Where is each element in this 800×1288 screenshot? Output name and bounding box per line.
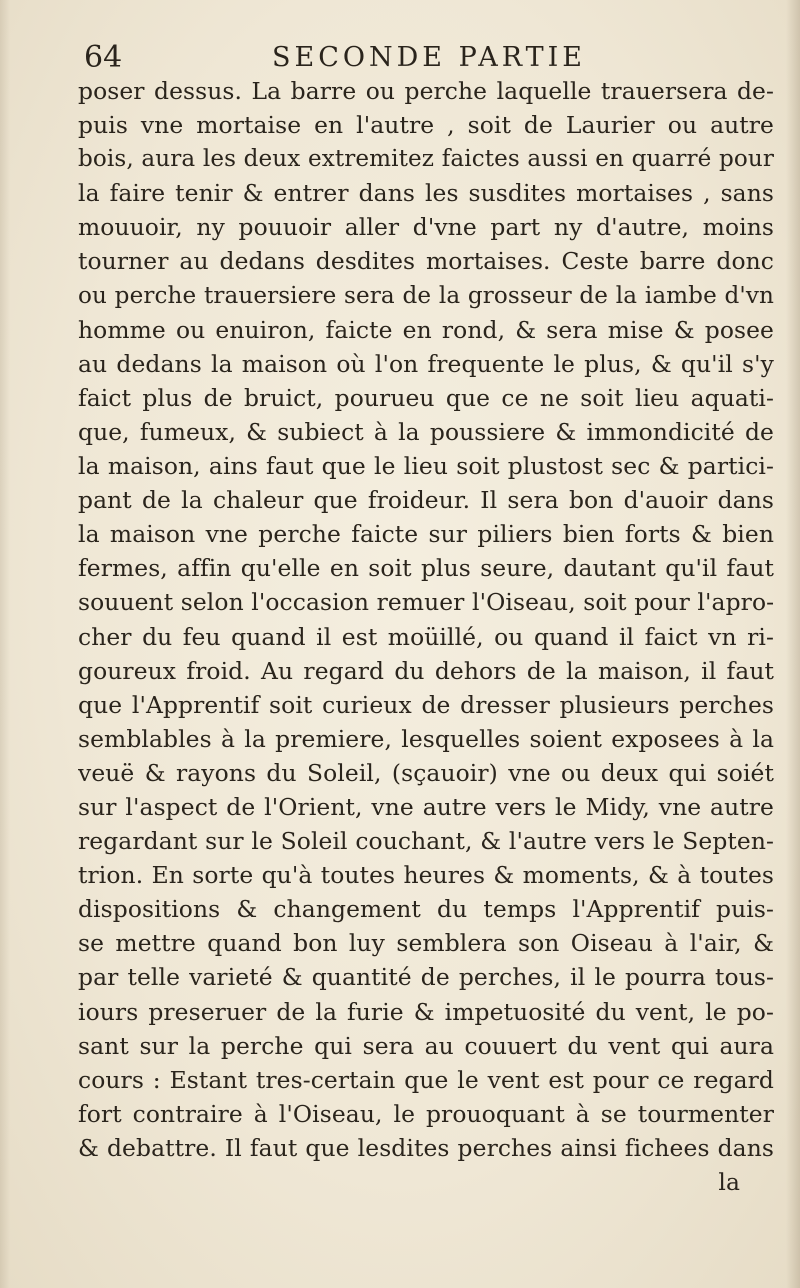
text-line: au dedans la maison où l'on frequente le plus, & qu'il s'y: [78, 349, 774, 378]
text-line: sur l'aspect de l'Orient, vne autre vers le Midy, vne autre: [78, 792, 774, 821]
text-line: fort contraire à l'Oiseau, le prouoquant à se tourmenter: [78, 1099, 774, 1128]
text-line: goureux froid. Au regard du dehors de la maison, il faut: [78, 656, 774, 685]
text-line: que, fumeux, & subiect à la poussiere & immondicité de: [78, 417, 774, 446]
text-line: poser dessus. La barre ou perche laquelle trauersera de-: [78, 77, 774, 105]
text-line: semblables à la premiere, lesquelles soient exposees à la: [78, 724, 774, 753]
text-line: sant sur la perche qui sera au couuert du vent qui aura: [78, 1031, 774, 1060]
text-line: trion. En sorte qu'à toutes heures & moments, & à toutes: [78, 861, 774, 890]
text-line: mouuoir, ny pouuoir aller d'vne part ny d'autre, moins: [78, 213, 774, 242]
text-line: puis vne mortaise en l'autre , soit de Laurier ou autre: [78, 111, 774, 140]
text-line: la maison vne perche faicte sur piliers bien forts & bien: [78, 520, 774, 549]
text-line: fermes, affin qu'elle en soit plus seure, dautant qu'il faut: [78, 554, 774, 583]
text-line: dispositions & changement du temps l'Apprentif puis-: [78, 895, 774, 924]
page-number: 64: [84, 40, 123, 75]
text-line: ou perche trauersiere sera de la grosseur de la iambe d'vn: [78, 282, 774, 309]
running-head: SECONDE PARTIE: [272, 42, 586, 73]
text-line: pant de la chaleur que froideur. Il sera bon d'auoir dans: [78, 486, 774, 515]
text-line: par telle varieté & quantité de perches, il le pourra tous-: [78, 963, 774, 992]
text-line: bois, aura les deux extremitez faictes aussi en quarré pour: [78, 146, 774, 173]
text-line: homme ou enuiron, faicte en rond, & sera mise & posee: [78, 315, 774, 344]
body-text: [78, 74, 774, 1199]
text-line: que l'Apprentif soit curieux de dresser plusieurs perches: [78, 690, 774, 719]
text-line: & debattre. Il faut que lesdites perches ainsi fichees dans: [78, 1133, 774, 1162]
text-line: regardant sur le Soleil couchant, & l'autre vers le Septen-: [78, 827, 774, 856]
text-line: faict plus de bruict, pourueu que ce ne soit lieu aquati-: [78, 383, 774, 412]
text-line: cher du feu quand il est moüillé, ou quand il faict vn ri-: [78, 622, 774, 651]
text-line: la maison, ains faut que le lieu soit plustost sec & partici-: [78, 452, 774, 481]
catchword: la: [718, 1168, 740, 1196]
text-line: se mettre quand bon luy semblera son Oiseau à l'air, &: [78, 929, 774, 958]
text-line: souuent selon l'occasion remuer l'Oiseau, soit pour l'apro-: [78, 588, 774, 617]
text-line: cours : Estant tres-certain que le vent est pour ce regard: [78, 1065, 774, 1094]
page-shadow-left: [0, 0, 10, 1288]
text-line: la faire tenir & entrer dans les susdites mortaises , sans: [78, 179, 774, 208]
page-shadow-right: [786, 0, 800, 1288]
text-line: tourner au dedans desdites mortaises. Ceste barre donc: [78, 247, 774, 276]
text-line: iours preseruer de la furie & impetuosité du vent, le po-: [78, 997, 774, 1026]
text-line: veuë & rayons du Soleil, (sçauoir) vne ou deux qui soiét: [78, 758, 774, 787]
